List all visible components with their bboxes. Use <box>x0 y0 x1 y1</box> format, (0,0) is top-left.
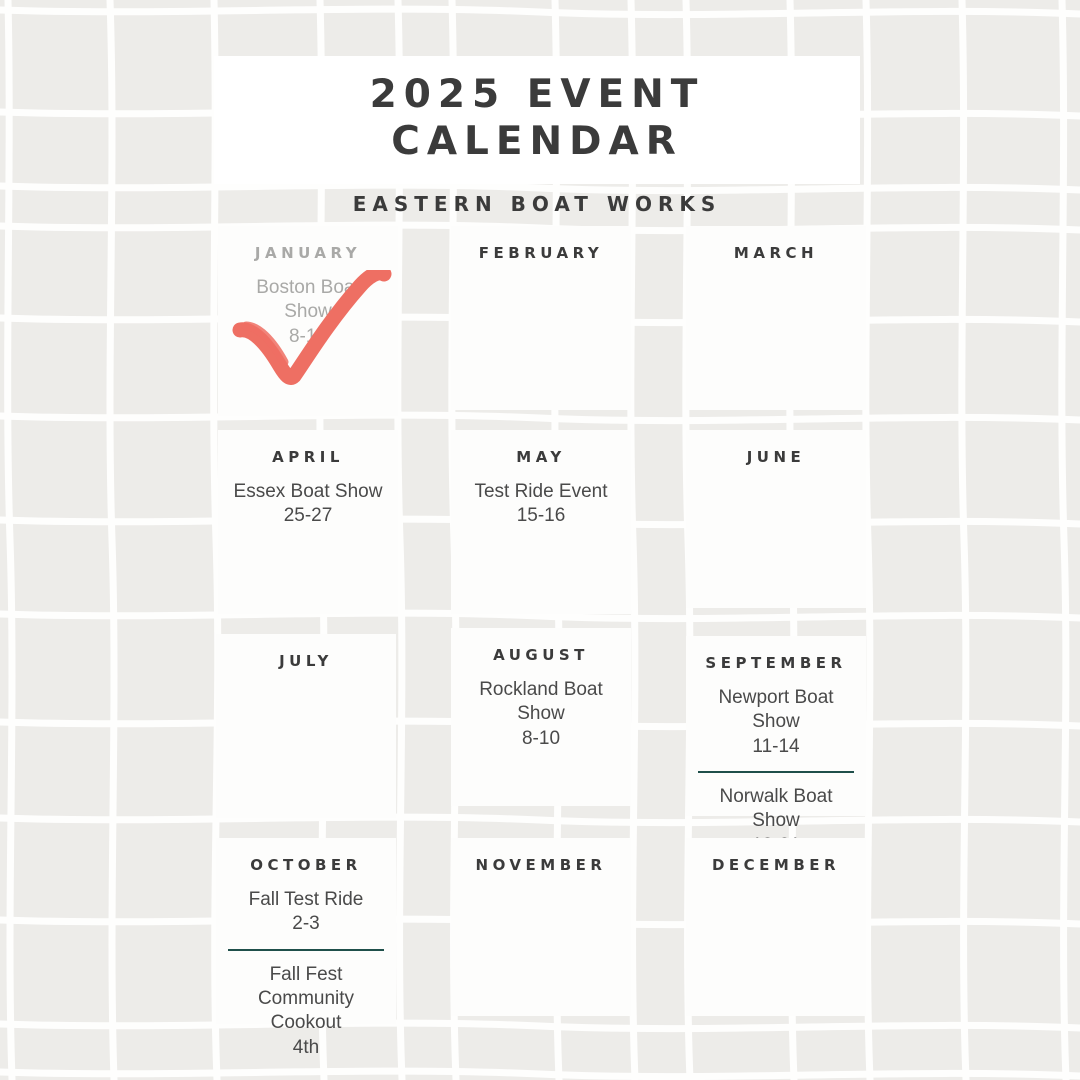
month-card <box>216 634 396 818</box>
event-entry <box>228 949 384 1070</box>
page-title: 2025 EVENT CALENDAR <box>369 72 705 164</box>
company-name: EASTERN BOAT WORKS <box>352 191 722 216</box>
event-date: 8-12 <box>288 325 328 347</box>
event-title: Rockland Boat Show <box>479 679 603 725</box>
event-title: Fall Fest Community Cookout <box>257 963 355 1034</box>
month-card <box>686 226 866 410</box>
event-entry <box>463 676 619 761</box>
month-card <box>218 226 398 416</box>
event-date: 15-16 <box>516 505 566 527</box>
month-card <box>451 628 631 806</box>
event-entry <box>230 478 386 539</box>
event-title: Boston Boat Show <box>256 277 360 323</box>
month-card <box>451 430 631 614</box>
event-date: 2-3 <box>292 913 320 935</box>
event-entry <box>463 478 619 539</box>
month-label: JANUARY <box>254 244 362 262</box>
month-card <box>218 430 398 614</box>
month-label: JUNE <box>746 448 806 466</box>
month-label: MAY <box>516 448 566 466</box>
month-label: DECEMBER <box>711 856 841 874</box>
event-date: 8-10 <box>521 727 561 749</box>
event-date: 4th <box>292 1036 320 1058</box>
event-date: 25-27 <box>283 505 333 527</box>
month-card <box>216 838 396 1058</box>
event-title: Essex Boat Show <box>233 481 383 502</box>
month-card <box>686 636 866 832</box>
event-title: Norwalk Boat Show <box>719 785 833 832</box>
month-label: APRIL <box>272 448 344 466</box>
event-title: Fall Test Ride <box>248 889 364 910</box>
event-entry <box>230 274 386 359</box>
month-label: SEPTEMBER <box>705 654 847 672</box>
month-card <box>686 838 866 1016</box>
event-title: Test Ride Event <box>474 481 608 502</box>
month-label: FEBRUARY <box>478 244 604 262</box>
month-label: OCTOBER <box>250 856 362 874</box>
month-label: NOVEMBER <box>475 856 607 874</box>
month-card <box>451 838 631 1016</box>
month-label: AUGUST <box>493 646 589 664</box>
month-card <box>686 430 866 608</box>
month-label: MARCH <box>733 244 819 262</box>
event-entry <box>228 886 384 947</box>
event-title: Newport Boat Show <box>718 687 834 733</box>
month-card <box>451 226 631 410</box>
event-date: 11-14 <box>752 735 800 757</box>
month-label: JULY <box>279 652 333 670</box>
event-entry <box>698 684 854 769</box>
